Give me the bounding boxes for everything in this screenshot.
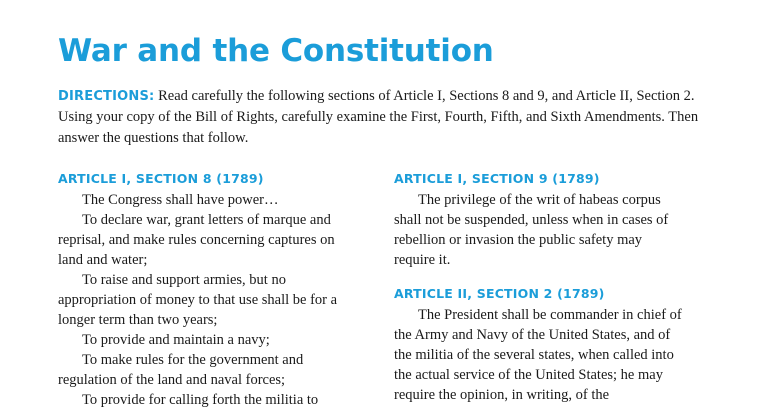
section-paragraph: The President shall be commander in chief of the Army and Navy of the United States, and of the militia of the several states, when called into the actual service of the United States; he may require the opinion, in writing, of the — [394, 307, 682, 404]
page-title: War and the Constitution — [58, 33, 494, 69]
section-paragraph: To declare war, grant letters of marque and reprisal, and make rules concerning captures on land and water; — [58, 212, 335, 269]
section-paragraph: To raise and support armies, but no appropriation of money to that use shall be for a longer term than two years; — [58, 272, 338, 329]
column-right — [394, 171, 684, 410]
section-heading: ARTICLE I, SECTION 8 (1789) — [58, 171, 264, 187]
section-article-2-section-2 — [394, 286, 684, 405]
directions-label: DIRECTIONS: — [58, 89, 155, 105]
column-left — [58, 171, 348, 410]
section-paragraph: The privilege of the writ of habeas corpus shall not be suspended, unless when in cases of rebellion or invasion the public safety may require it. — [394, 192, 669, 269]
section-article-1-section-8 — [58, 171, 348, 410]
section-paragraph: The Congress shall have power… — [82, 192, 279, 209]
section-paragraph: To provide for calling forth the militia to — [82, 392, 319, 409]
section-paragraph: To provide and maintain a navy; — [82, 332, 270, 349]
section-heading: ARTICLE I, SECTION 9 (1789) — [394, 171, 600, 187]
section-paragraph: To make rules for the government and regulation of the land and naval forces; — [58, 352, 304, 389]
directions-text: Read carefully the following sections of Article I, Sections 8 and 9, and Article II, Section 2. Using your copy of the Bill of Rights, carefully examine the First, Fourth, Fifth, and Sixth Amendments. Then answer the questions that follow. — [58, 88, 699, 147]
section-article-1-section-9 — [394, 171, 684, 270]
section-heading: ARTICLE II, SECTION 2 (1789) — [394, 286, 605, 302]
directions-paragraph — [58, 86, 722, 149]
two-column-body — [58, 171, 722, 410]
